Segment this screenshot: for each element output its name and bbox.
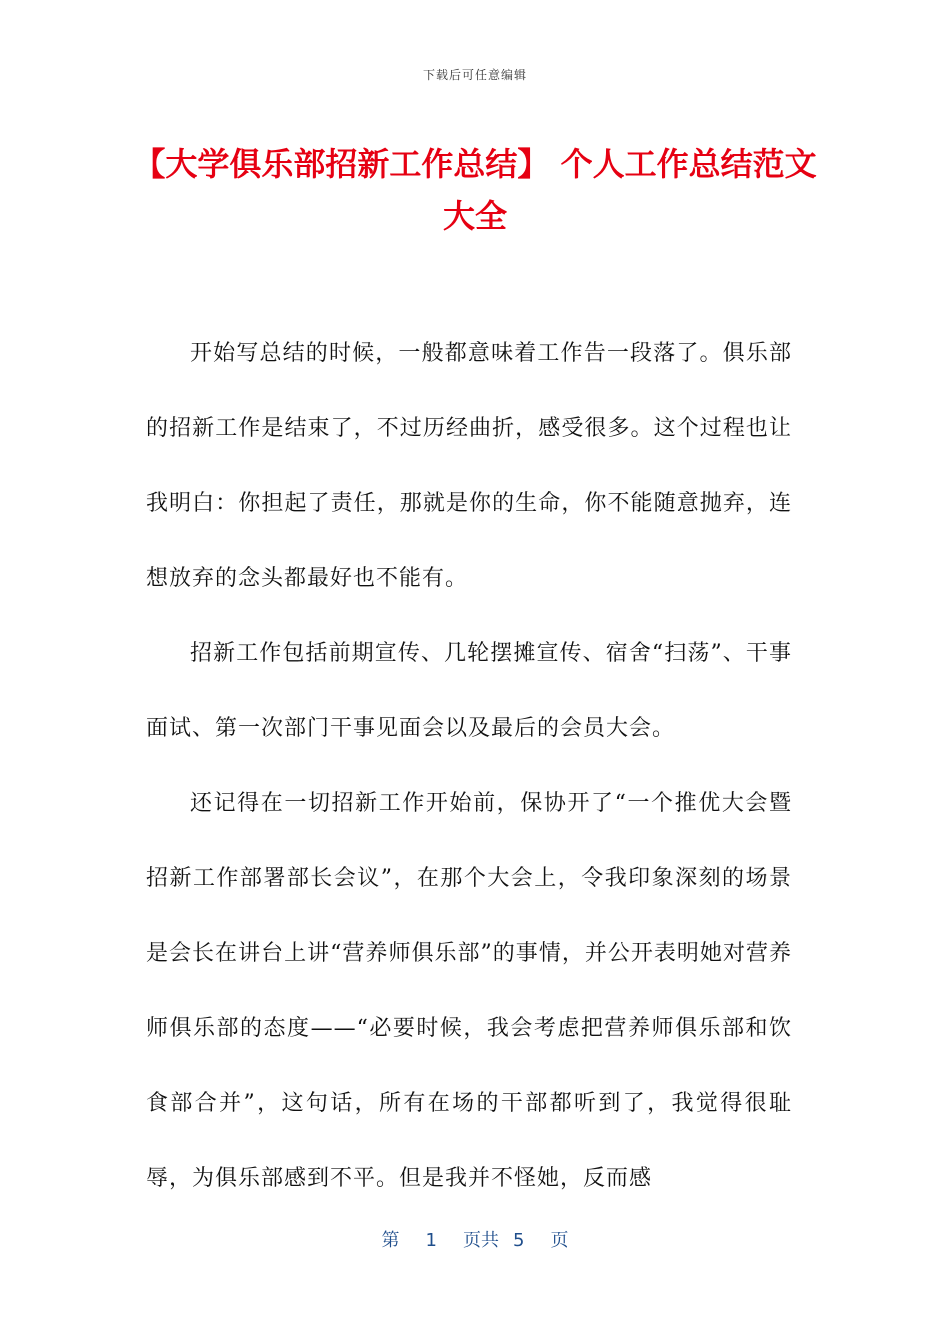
page-suffix: 页 — [550, 1230, 569, 1251]
body-paragraph: 还记得在一切招新工作开始前，保协开了“一个推优大会暨招新工作部署部长会议”，在那个大会上，令我印象深刻的场景是会长在讲台上讲“营养师俱乐部”的事情，并公开表明她对营养师俱乐部的态度——“必要时候，我会考虑把营养师俱乐部和饮食部合并”，这句话，所有在场的干部都听到了，我觉得很耻辱，为俱乐部感到不平。但是我并不怪她，反而感 — [146, 791, 792, 1191]
page-middle: 页共 — [463, 1230, 499, 1251]
body-paragraph: 开始写总结的时候，一般都意味着工作告一段落了。俱乐部的招新工作是结束了，不过历经曲折，感受很多。这个过程也让我明白：你担起了责任，那就是你的生命，你不能随意抛弃，连想放弃的念头都最好也不能有。 — [146, 341, 792, 591]
current-page-number: 1 — [425, 1230, 437, 1251]
page-header-note: 下载后可任意编辑 — [422, 68, 527, 82]
body-paragraph: 招新工作包括前期宣传、几轮摆摊宣传、宿舍“扫荡”、干事面试、第一次部门干事见面会以及最后的会员大会。 — [146, 641, 792, 741]
total-pages-number: 5 — [513, 1230, 525, 1251]
document-title: 【大学俱乐部招新工作总结】 个人工作总结范文大全 — [133, 145, 817, 235]
page-footer — [0, 1226, 950, 1252]
document-body — [146, 316, 792, 1216]
page-prefix: 第 — [381, 1230, 400, 1251]
